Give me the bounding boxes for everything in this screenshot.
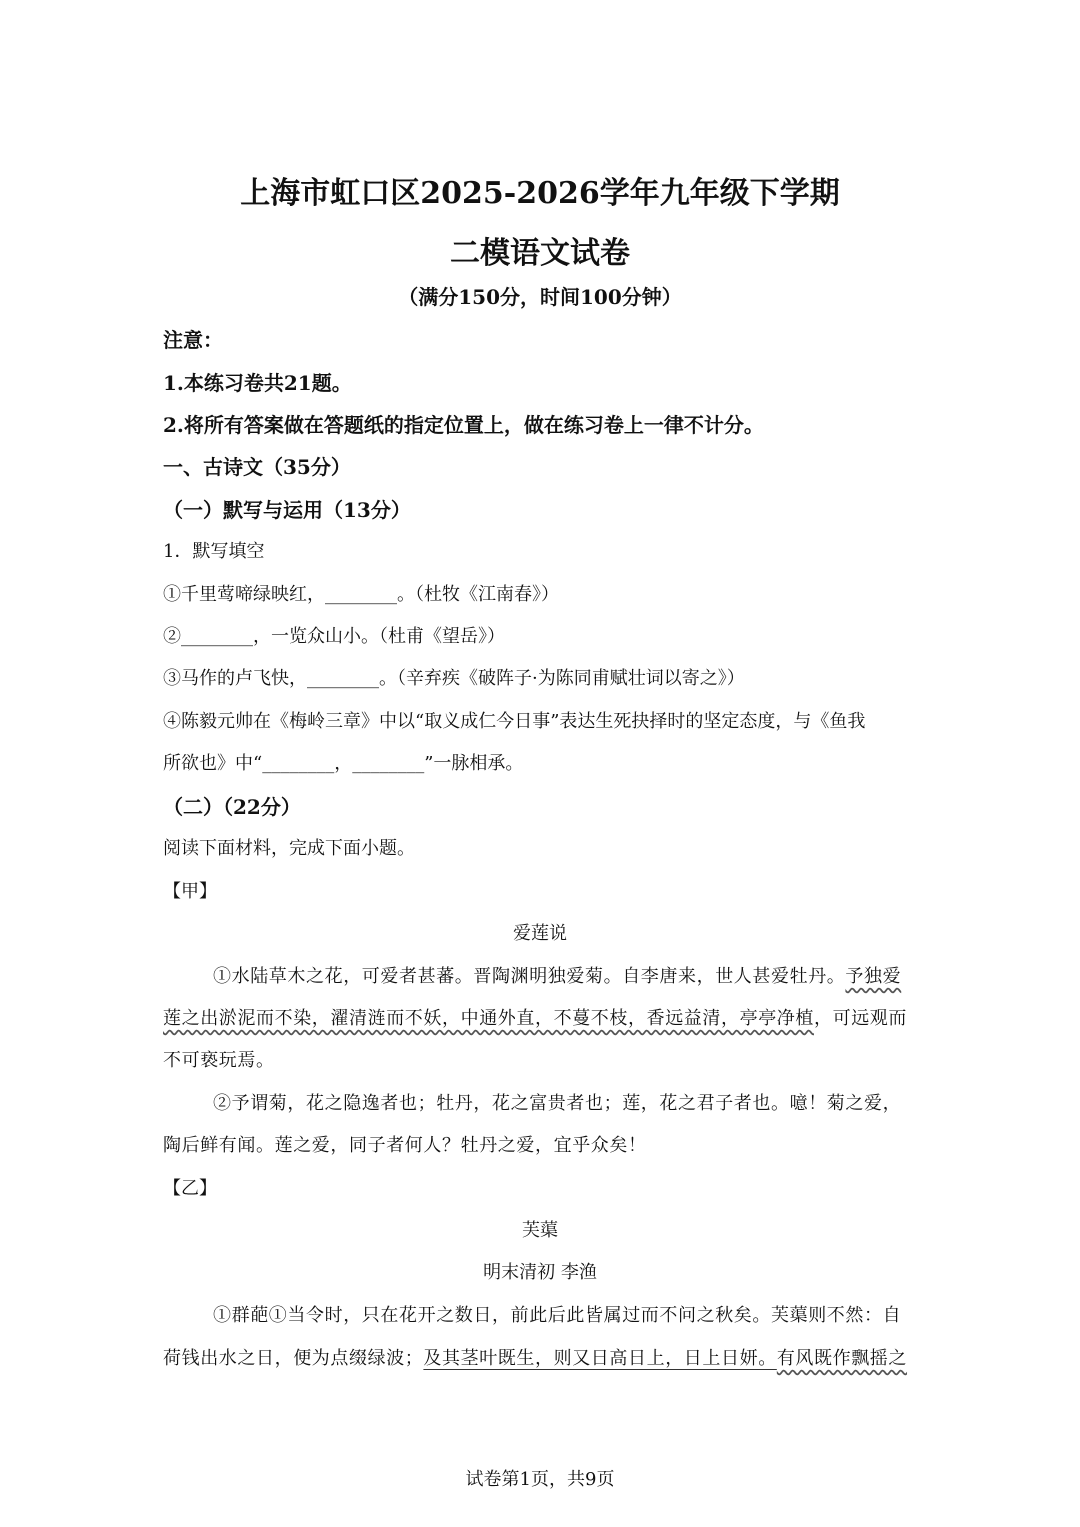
passage-b-underlined-sentence: 及其茎叶既生，则又日高日上，日上日妍。 (423, 1348, 777, 1369)
part2-heading: （二）（22分） (163, 795, 301, 819)
question-1-4-line2: 所欲也》中“________，________”一脉相承。 (163, 753, 524, 774)
reading-instruction: 阅读下面材料，完成下面小题。 (163, 838, 415, 859)
passage-b-p1-text: 荷钱出水之日，便为点缀绿波； (163, 1348, 424, 1369)
passage-b-author: 明末清初 李渔 (483, 1262, 597, 1283)
question-1-4-line1: ④陈毅元帅在《梅岭三章》中以“取义成仁今日事”表达生死抉择时的坚定态度，与《鱼我 (163, 711, 866, 732)
question-1-3: ③马作的卢飞快，________。（辛弃疾《破阵子·为陈同甫赋壮词以寄之》） (163, 668, 745, 689)
passage-b-p1-line2 (163, 1344, 907, 1370)
passage-a-p1-line3: 不可亵玩焉。 (163, 1050, 275, 1071)
passage-a-marked-sentence: 予独爱 (845, 966, 902, 987)
passage-a-p1-text: ①水陆草木之花，可爱者甚蕃。晋陶渊明独爱菊。自李唐来，世人甚爱牡丹。 (213, 966, 846, 987)
question-1-2: ②________，一览众山小。（杜甫《望岳》） (163, 626, 505, 647)
question-1: 1．默写填空 (163, 541, 265, 562)
passage-b-p1-line1: ①群葩①当令时，只在花开之数日，前此后此皆属过而不问之秋矣。芙蕖则不然：自 (213, 1305, 902, 1326)
question-1-1: ①千里莺啼绿映红，________。（杜牧《江南春》） (163, 584, 559, 605)
exam-title-line1: 上海市虹口区2025-2026学年九年级下学期 (240, 176, 840, 211)
passage-a-p2-line1: ②予谓菊，花之隐逸者也；牡丹，花之富贵者也；莲，花之君子者也。噫！菊之爱， (213, 1093, 902, 1114)
passage-a-p1-line2 (163, 1004, 907, 1030)
passage-b-wavy-sentence: 有风既作飘摇之 (776, 1348, 908, 1369)
passage-b-label: 【乙】 (163, 1178, 217, 1199)
notice-label: 注意： (163, 328, 223, 352)
page-footer: 试卷第1页，共9页 (465, 1469, 615, 1490)
passage-a-marked-sentence-cont: 莲之出淤泥而不染，濯清涟而不妖，中通外直，不蔓不枝，香远益清，亭亭净植 (163, 1008, 814, 1029)
exam-subtitle: （满分150分，时间100分钟） (398, 285, 682, 309)
passage-a-label: 【甲】 (163, 881, 217, 902)
notice-item-2: 2.将所有答案做在答题纸的指定位置上，做在练习卷上一律不计分。 (163, 413, 764, 437)
notice-item-1: 1.本练习卷共21题。 (163, 371, 352, 395)
passage-a-title: 爱莲说 (513, 923, 567, 944)
section-heading: 一、古诗文（35分） (163, 455, 351, 479)
passage-a-p1-text-cont: ，可远观而 (814, 1008, 907, 1029)
exam-title-line2: 二模语文试卷 (450, 236, 630, 271)
passage-b-title: 芙蕖 (522, 1220, 558, 1241)
part1-heading: （一）默写与运用（13分） (163, 498, 411, 522)
passage-a-p1-line1 (213, 962, 901, 988)
passage-a-p2-line2: 陶后鲜有闻。莲之爱，同子者何人？牡丹之爱，宜乎众矣！ (163, 1135, 647, 1156)
